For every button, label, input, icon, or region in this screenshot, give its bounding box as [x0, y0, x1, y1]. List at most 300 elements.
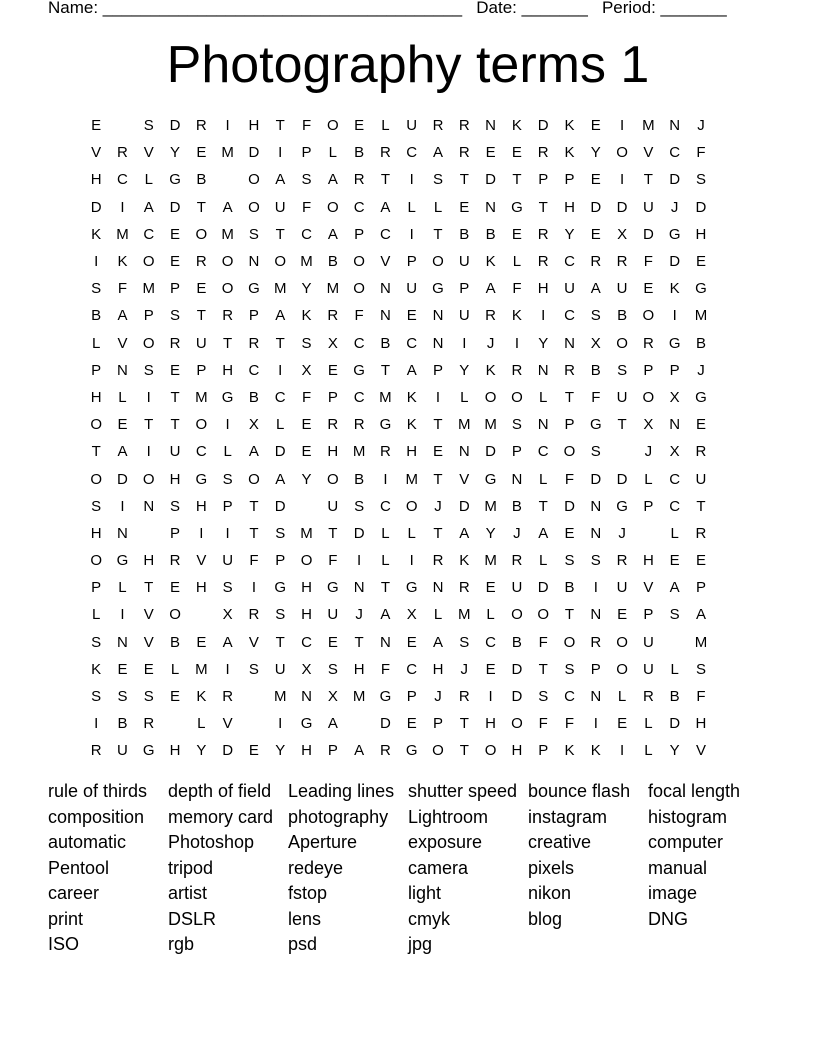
grid-letter: T: [91, 443, 101, 461]
grid-letter: J: [355, 606, 363, 624]
grid-letter: R: [248, 606, 260, 624]
word-bank-item: DNG: [648, 908, 688, 929]
grid-letter: O: [274, 253, 287, 271]
grid-letter: O: [616, 660, 628, 678]
grid-letter: O: [616, 633, 628, 651]
grid-letter: H: [406, 443, 418, 461]
grid-letter: O: [142, 470, 155, 488]
grid-letter: N: [669, 416, 681, 434]
grid-letter: D: [379, 715, 391, 733]
grid-letter: B: [354, 470, 365, 488]
grid-letter: X: [327, 334, 338, 352]
grid-letter: E: [590, 225, 601, 243]
grid-letter: P: [222, 497, 233, 515]
grid-letter: O: [221, 253, 234, 271]
grid-letter: L: [644, 742, 653, 760]
grid-letter: A: [327, 715, 338, 733]
grid-letter: R: [90, 742, 102, 760]
grid-letter: G: [274, 579, 287, 597]
grid-letter: O: [300, 552, 313, 570]
grid-letter: O: [616, 334, 628, 352]
grid-letter: N: [379, 307, 391, 325]
grid-letter: N: [669, 117, 681, 135]
grid-letter: S: [143, 361, 154, 379]
grid-letter: P: [275, 552, 286, 570]
grid-letter: O: [432, 253, 444, 271]
grid-letter: X: [617, 225, 628, 243]
grid-letter: P: [327, 742, 338, 760]
grid-letter: P: [406, 253, 417, 271]
grid-letter: O: [511, 606, 523, 624]
grid-letter: F: [643, 253, 653, 271]
grid-letter: C: [406, 144, 418, 162]
grid-letter: V: [643, 144, 654, 162]
grid-letter: M: [300, 253, 313, 271]
grid-letter: Y: [459, 361, 470, 379]
grid-row: [83, 139, 714, 166]
grid-letter: L: [539, 388, 548, 406]
grid-letter: V: [248, 633, 259, 651]
grid-letter: U: [695, 470, 707, 488]
word-bank-item: manual: [648, 857, 708, 878]
grid-letter: K: [117, 253, 128, 271]
grid-letter: H: [511, 742, 523, 760]
grid-letter: L: [433, 198, 443, 216]
grid-letter: D: [274, 497, 286, 515]
grid-letter: Y: [590, 144, 601, 162]
grid-letter: E: [590, 171, 601, 189]
grid-letter: A: [669, 579, 680, 597]
grid-letter: I: [409, 225, 414, 243]
grid-letter: H: [248, 117, 260, 135]
grid-letter: V: [643, 579, 654, 597]
grid-letter: L: [381, 552, 390, 570]
grid-letter: N: [117, 633, 128, 651]
grid-letter: R: [564, 361, 575, 379]
grid-letter: C: [143, 225, 155, 243]
grid-letter: O: [616, 144, 628, 162]
grid-letter: I: [593, 715, 598, 733]
grid-letter: U: [458, 253, 470, 271]
grid-letter: H: [90, 388, 102, 406]
grid-letter: O: [642, 307, 655, 325]
grid-letter: M: [484, 416, 497, 434]
grid-letter: Y: [301, 280, 312, 298]
grid-letter: S: [695, 660, 706, 678]
grid-letter: C: [301, 225, 312, 243]
grid-letter: S: [91, 497, 102, 515]
grid-letter: N: [117, 361, 128, 379]
grid-letter: V: [695, 742, 706, 760]
grid-letter: V: [91, 144, 102, 162]
grid-letter: A: [459, 524, 470, 542]
grid-letter: P: [433, 361, 444, 379]
grid-letter: S: [301, 334, 312, 352]
grid-letter: M: [221, 225, 234, 243]
word-bank-item: tripod: [168, 857, 214, 878]
grid-letter: U: [117, 742, 128, 760]
grid-letter: S: [91, 688, 102, 706]
grid-letter: T: [275, 117, 285, 135]
grid-row: [83, 438, 714, 465]
page-title: Photography terms 1: [166, 36, 650, 94]
grid-letter: R: [379, 144, 391, 162]
grid-letter: G: [511, 198, 523, 216]
grid-row: [83, 357, 714, 384]
grid-letter: Y: [538, 334, 549, 352]
grid-letter: A: [327, 171, 338, 189]
grid-letter: G: [484, 470, 497, 488]
grid-letter: R: [537, 225, 549, 243]
grid-letter: N: [590, 606, 602, 624]
grid-letter: P: [170, 280, 181, 298]
grid-letter: K: [301, 307, 312, 325]
grid-letter: E: [485, 579, 496, 597]
grid-letter: R: [248, 334, 260, 352]
grid-letter: H: [537, 280, 549, 298]
grid-letter: D: [564, 497, 575, 515]
grid-letter: Y: [275, 742, 286, 760]
grid-letter: H: [90, 171, 102, 189]
grid-letter: R: [379, 742, 391, 760]
grid-letter: S: [222, 579, 233, 597]
word-bank-item: DSLR: [168, 908, 217, 929]
grid-letter: L: [644, 470, 653, 488]
grid-letter: O: [90, 552, 102, 570]
grid-letter: J: [486, 334, 495, 352]
grid-letter: E: [511, 144, 522, 162]
grid-letter: F: [328, 552, 338, 570]
grid-letter: J: [697, 117, 705, 135]
grid-letter: M: [273, 280, 287, 298]
grid-letter: U: [616, 388, 628, 406]
grid-letter: H: [353, 660, 365, 678]
grid-letter: O: [405, 497, 418, 515]
grid-letter: E: [406, 633, 417, 651]
grid-letter: T: [196, 198, 206, 216]
grid-row: [83, 221, 714, 248]
grid-letter: S: [170, 497, 181, 515]
grid-letter: H: [327, 443, 339, 461]
grid-letter: D: [169, 198, 181, 216]
grid-letter: T: [459, 171, 469, 189]
grid-letter: L: [644, 715, 653, 733]
grid-letter: T: [249, 524, 259, 542]
grid-letter: H: [642, 552, 654, 570]
grid-letter: J: [434, 497, 442, 515]
grid-letter: D: [511, 660, 523, 678]
grid-letter: E: [196, 280, 207, 298]
word-bank-item: fstop: [288, 883, 328, 903]
grid-letter: H: [564, 198, 575, 216]
grid-letter: B: [617, 307, 628, 325]
grid-letter: L: [91, 334, 101, 352]
grid-letter: B: [511, 633, 522, 651]
grid-letter: E: [170, 361, 181, 379]
grid-letter: I: [672, 307, 677, 325]
grid-letter: P: [459, 280, 470, 298]
grid-letter: H: [169, 742, 181, 760]
grid-letter: M: [642, 117, 655, 135]
word-bank-item: image: [648, 883, 698, 903]
grid-letter: Y: [301, 470, 312, 488]
grid-letter: X: [669, 388, 680, 406]
grid-letter: C: [564, 688, 575, 706]
grid-letter: D: [117, 470, 128, 488]
date-field-label: Date: _______: [476, 0, 588, 17]
word-bank-item: camera: [408, 857, 469, 878]
grid-letter: R: [537, 253, 549, 271]
word-bank-item: cmyk: [408, 908, 450, 929]
grid-letter: I: [146, 388, 151, 406]
grid-letter: U: [458, 307, 470, 325]
grid-letter: L: [170, 660, 180, 678]
grid-letter: A: [433, 633, 444, 651]
grid-letter: S: [669, 606, 680, 624]
grid-letter: N: [353, 579, 365, 597]
grid-letter: R: [616, 552, 628, 570]
word-bank-item: Pentool: [48, 857, 110, 878]
grid-letter: V: [143, 606, 154, 624]
grid-letter: B: [564, 579, 575, 597]
grid-letter: B: [327, 253, 338, 271]
grid-letter: F: [301, 117, 312, 135]
grid-letter: A: [143, 198, 154, 216]
grid-letter: P: [564, 171, 575, 189]
grid-letter: K: [91, 225, 102, 243]
grid-letter: S: [564, 552, 575, 570]
grid-letter: B: [380, 334, 391, 352]
grid-letter: U: [222, 552, 234, 570]
grid-row: [83, 330, 714, 357]
grid-letter: N: [458, 443, 470, 461]
grid-letter: U: [511, 579, 523, 597]
grid-letter: E: [459, 198, 470, 216]
grid-letter: U: [195, 334, 207, 352]
grid-letter: F: [249, 552, 259, 570]
word-bank-item: ISO: [48, 934, 80, 954]
grid-letter: F: [301, 198, 312, 216]
grid-row: [83, 683, 714, 710]
grid-letter: P: [196, 361, 207, 379]
grid-letter: N: [590, 524, 602, 542]
grid-letter: T: [433, 225, 443, 243]
grid-letter: L: [407, 198, 416, 216]
grid-letter: G: [379, 688, 392, 706]
grid-letter: V: [143, 633, 154, 651]
grid-letter: B: [485, 225, 496, 243]
grid-row: [83, 710, 714, 737]
grid-letter: H: [301, 742, 312, 760]
grid-letter: J: [670, 198, 679, 216]
grid-letter: L: [486, 606, 495, 624]
grid-letter: S: [275, 606, 286, 624]
grid-letter: T: [433, 416, 443, 434]
grid-letter: K: [406, 388, 417, 406]
grid-letter: T: [433, 524, 443, 542]
grid-letter: A: [590, 280, 601, 298]
grid-letter: O: [221, 280, 234, 298]
grid-letter: E: [170, 225, 181, 243]
grid-letter: B: [511, 497, 522, 515]
grid-letter: A: [275, 307, 286, 325]
grid-letter: H: [143, 552, 155, 570]
grid-letter: P: [511, 443, 522, 461]
grid-letter: D: [669, 171, 681, 189]
grid-letter: T: [380, 579, 390, 597]
grid-letter: U: [327, 606, 339, 624]
grid-letter: Y: [196, 742, 207, 760]
grid-letter: I: [409, 171, 414, 189]
grid-letter: O: [142, 253, 155, 271]
grid-letter: I: [435, 388, 441, 406]
grid-letter: M: [379, 388, 392, 406]
grid-letter: G: [195, 470, 208, 488]
grid-letter: T: [643, 171, 653, 189]
word-bank-item: Aperture: [288, 832, 358, 852]
grid-letter: E: [590, 117, 601, 135]
grid-letter: T: [564, 388, 575, 406]
grid-letter: P: [669, 361, 680, 379]
grid-letter: P: [327, 388, 338, 406]
grid-letter: P: [590, 660, 601, 678]
grid-letter: P: [538, 171, 549, 189]
grid-letter: M: [458, 416, 471, 434]
word-bank-item: nikon: [528, 883, 572, 903]
grid-letter: E: [433, 443, 444, 461]
grid-row: [83, 629, 714, 656]
grid-letter: T: [538, 497, 548, 515]
grid-letter: G: [326, 579, 339, 597]
grid-letter: N: [485, 117, 497, 135]
grid-letter: R: [222, 688, 234, 706]
grid-letter: C: [195, 443, 207, 461]
word-bank-item: light: [408, 883, 442, 903]
grid-letter: X: [643, 416, 654, 434]
grid-letter: S: [590, 307, 601, 325]
grid-letter: I: [120, 606, 125, 624]
word-bank-item: depth of field: [168, 781, 272, 801]
grid-letter: C: [379, 225, 391, 243]
grid-letter: B: [117, 715, 128, 733]
grid-letter: C: [274, 388, 286, 406]
grid-letter: M: [195, 660, 208, 678]
grid-letter: H: [195, 579, 207, 597]
grid-letter: P: [301, 144, 312, 162]
grid-letter: T: [144, 416, 154, 434]
word-bank-item: memory card: [168, 806, 274, 827]
grid-letter: A: [222, 198, 233, 216]
grid-letter: S: [459, 633, 470, 651]
grid-letter: M: [300, 524, 313, 542]
grid-letter: O: [248, 198, 260, 216]
grid-letter: L: [197, 715, 206, 733]
grid-letter: P: [143, 307, 154, 325]
grid-row: [83, 737, 714, 764]
grid-letter: E: [406, 715, 417, 733]
grid-letter: T: [538, 198, 548, 216]
grid-letter: B: [590, 361, 601, 379]
word-bank-item: Lightroom: [408, 806, 489, 827]
grid-letter: K: [91, 660, 102, 678]
grid-letter: D: [458, 497, 470, 515]
grid-letter: D: [274, 443, 286, 461]
grid-letter: O: [563, 443, 576, 461]
grid-letter: O: [563, 633, 576, 651]
grid-letter: E: [354, 117, 365, 135]
grid-letter: Y: [669, 742, 680, 760]
grid-letter: J: [513, 524, 521, 542]
grid-letter: R: [511, 361, 523, 379]
grid-letter: I: [278, 715, 283, 733]
grid-letter: C: [669, 144, 681, 162]
grid-letter: K: [459, 552, 470, 570]
grid-letter: N: [432, 307, 444, 325]
grid-letter: I: [199, 524, 204, 542]
grid-letter: H: [432, 660, 444, 678]
grid-letter: R: [458, 579, 470, 597]
grid-letter: E: [301, 443, 312, 461]
grid-letter: I: [225, 524, 230, 542]
grid-letter: L: [118, 388, 127, 406]
grid-letter: N: [432, 334, 444, 352]
grid-letter: D: [590, 470, 602, 488]
grid-letter: R: [169, 552, 181, 570]
grid-letter: T: [380, 171, 390, 189]
grid-letter: H: [169, 470, 181, 488]
grid-letter: I: [94, 715, 99, 733]
grid-letter: H: [485, 715, 497, 733]
grid-letter: M: [694, 633, 708, 651]
grid-letter: A: [275, 171, 286, 189]
grid-letter: O: [90, 416, 102, 434]
grid-letter: F: [301, 388, 312, 406]
grid-letter: F: [380, 660, 390, 678]
grid-letter: A: [222, 633, 233, 651]
grid-letter: X: [301, 361, 312, 379]
grid-letter: D: [90, 198, 102, 216]
word-bank-item: blog: [528, 908, 563, 929]
grid-letter: R: [458, 688, 470, 706]
word-bank-item: creative: [528, 832, 592, 852]
grid-letter: U: [616, 280, 628, 298]
grid-letter: S: [222, 470, 233, 488]
grid-letter: T: [564, 606, 575, 624]
grid-letter: C: [485, 633, 497, 651]
grid-letter: C: [353, 388, 365, 406]
grid-letter: T: [617, 416, 627, 434]
grid-letter: T: [275, 225, 285, 243]
grid-letter: M: [694, 307, 708, 325]
grid-letter: O: [511, 715, 523, 733]
word-bank-item: automatic: [48, 832, 127, 852]
word-bank-item: jpg: [408, 934, 433, 954]
grid-letter: X: [222, 606, 233, 624]
grid-letter: T: [275, 334, 285, 352]
grid-letter: E: [327, 361, 338, 379]
grid-letter: U: [327, 497, 339, 515]
grid-letter: K: [406, 416, 417, 434]
grid-letter: I: [120, 497, 125, 515]
grid-letter: D: [616, 198, 628, 216]
grid-letter: O: [511, 388, 523, 406]
grid-letter: S: [248, 225, 259, 243]
word-bank-item: rule of thirds: [48, 781, 148, 801]
grid-letter: E: [248, 742, 259, 760]
grid-letter: N: [248, 253, 260, 271]
grid-letter: R: [353, 416, 365, 434]
grid-letter: N: [379, 280, 391, 298]
